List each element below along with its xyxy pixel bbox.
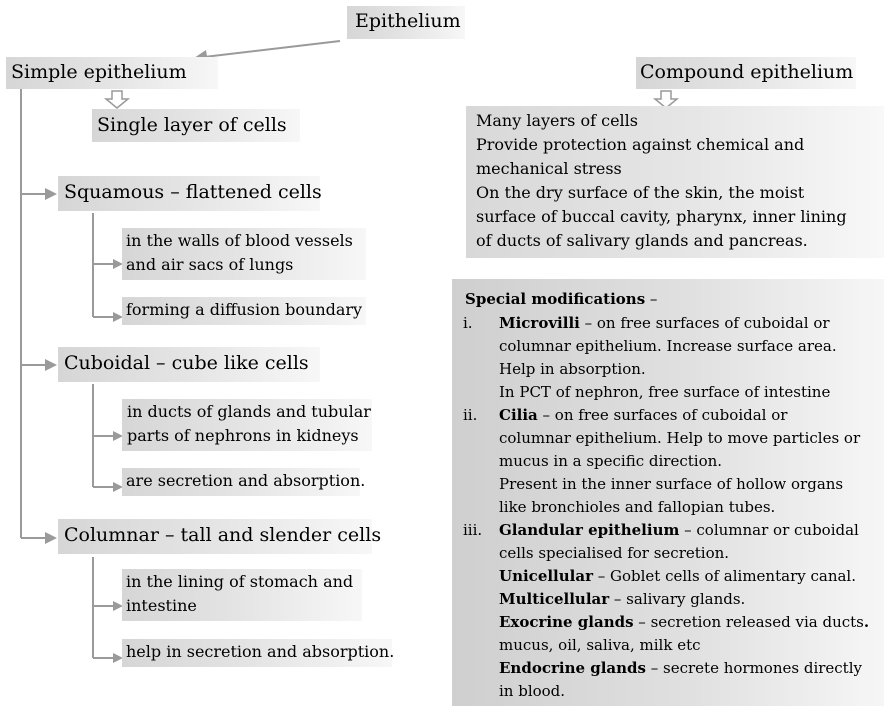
compound-epithelium-box [636,57,856,89]
item-first-line [499,519,859,542]
item-line: columnar epithelium. Increase surface area. [499,337,837,355]
gland-term: Endocrine glands [499,659,646,677]
arrowhead-columnar [45,532,57,544]
item-marker: i. [463,314,473,332]
item-term: Cilia [499,406,538,424]
item-line: Present in the inner surface of hollow organs [499,475,844,493]
compound-line: mechanical stress [476,159,622,178]
gland-term: Exocrine glands [499,613,634,631]
note-line: help in secretion and absorption. [126,642,395,661]
gland-line [499,611,869,634]
note-line: parts of nephrons in kidneys [127,426,359,445]
gland-line [499,565,856,588]
item-first-line [499,404,787,427]
item-marker: iii. [463,521,483,539]
item-line: like bronchioles and fallopian tubes. [499,498,776,516]
gland-line: in blood. [499,682,566,700]
single-layer-label: Single layer of cells [97,114,287,136]
squamous-heading: Squamous – flattened cells [64,181,322,203]
item-term: Microvilli [499,314,580,332]
item-term: Glandular epithelium [499,521,680,539]
item-text: – columnar or cuboidal [679,521,859,539]
note-line: forming a diffusion boundary [126,300,363,319]
simple-epithelium-box [6,57,218,89]
item-text: – on free surfaces of cuboidal or [579,314,830,332]
item-line: columnar epithelium. Help to move particles or [499,429,861,447]
gland-text: – secrete hormones directly [645,659,862,677]
cuboidal-heading: Cuboidal – cube like cells [64,352,309,374]
note-line: in ducts of glands and tubular [127,402,371,421]
compound-line: of ducts of salivary glands and pancreas. [476,231,808,250]
gland-text: – secretion released via ducts [633,613,864,631]
note-line: intestine [126,596,197,615]
gland-term: Multicellular [499,590,610,608]
item-first-line [499,312,830,335]
hollow-arrow-simple [106,91,128,108]
columnar-note-2 [122,639,395,667]
compound-line: Many layers of cells [476,111,638,130]
cuboidal-note-1 [122,399,372,451]
compound-line: On the dry surface of the skin, the moist [476,183,805,202]
note-line: in the lining of stomach and [126,572,354,591]
gland-line [499,657,862,680]
arrow-root-to-simple [204,41,340,57]
note-line: and air sacs of lungs [126,255,294,274]
gland-text: – salivary glands. [609,590,746,608]
compound-line: surface of buccal cavity, pharynx, inner lining [476,207,847,226]
arrowhead-cuboidal [45,359,57,371]
item-text: – on free surfaces of cuboidal or [537,406,788,424]
cuboidal-note-2 [122,468,366,496]
single-layer-box [92,109,300,142]
cuboidal-box [58,347,320,382]
columnar-box [58,519,382,554]
simple-epithelium-title: Simple epithelium [11,61,187,83]
special-title-suffix: – [645,290,658,308]
item-line: In PCT of nephron, free surface of intestine [499,383,831,401]
special-modifications-panel [452,279,884,706]
squamous-note-1 [122,228,366,280]
item-line: Help in absorption. [499,360,646,378]
compound-description-box [466,106,884,258]
special-title-row [465,288,657,311]
compound-epithelium-title: Compound epithelium [640,61,854,83]
gland-bold-end: . [863,613,870,631]
item-line: cells specialised for secretion. [499,544,730,562]
squamous-box [58,176,320,211]
columnar-heading: Columnar – tall and slender cells [64,524,382,546]
gland-text: – Goblet cells of alimentary canal. [592,567,856,585]
epithelium-root-box [347,6,465,39]
columnar-note-1 [122,569,362,621]
arrowhead-squamous [45,188,57,200]
compound-line: Provide protection against chemical and [476,135,805,154]
note-line: in the walls of blood vessels [126,231,353,250]
item-marker: ii. [463,406,478,424]
gland-line [499,588,745,611]
item-line: mucus in a specific direction. [499,452,723,470]
gland-term: Unicellular [499,567,593,585]
squamous-note-2 [122,297,366,325]
epithelium-root-label: Epithelium [355,10,461,32]
gland-line: mucus, oil, saliva, milk etc [499,636,701,654]
special-title: Special modifications [465,290,646,308]
note-line: are secretion and absorption. [126,471,366,490]
